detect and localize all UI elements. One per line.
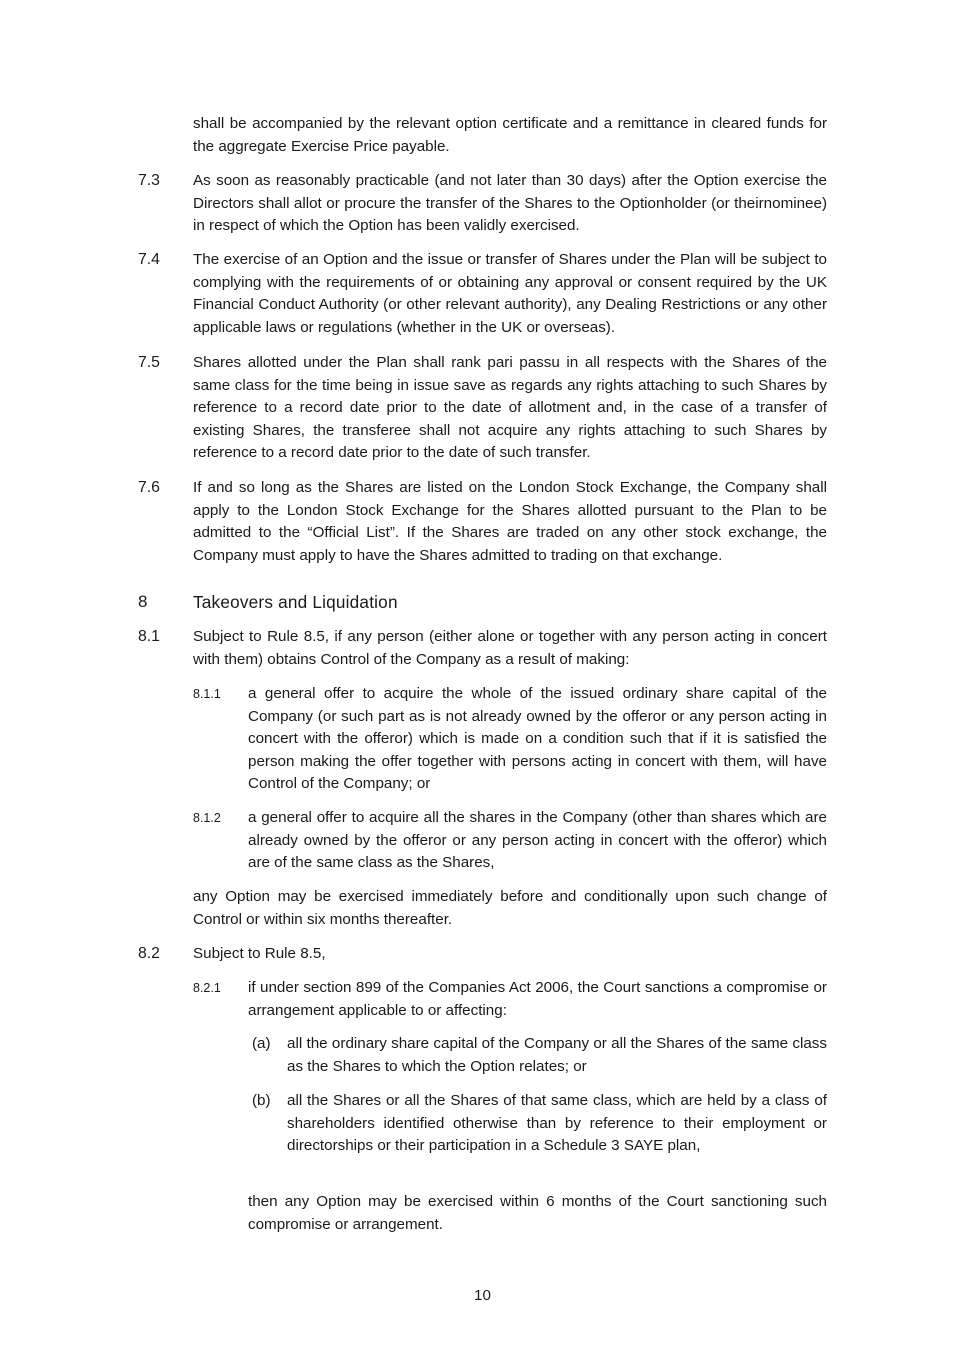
subclause-text-8-2-1: if under section 899 of the Companies Act 2006, the Court sanctions a compromise or arrangement applicable to or affecting: — [248, 979, 827, 1019]
clause-number-7-5: 7.5 — [138, 354, 160, 371]
clause-text-7-4: The exercise of an Option and the issue or transfer of Shares under the Plan will be subject to complying with the requirements of or obtaining any approval or consent required by the UK Financial Conduct Authority (or other relevant authority), any Dealing Restrictions or any other applicable laws or regulations (whether in the UK or overseas). — [193, 251, 827, 336]
item-letter-a: (a) — [252, 1035, 271, 1052]
item-letter-b: (b) — [252, 1092, 271, 1109]
item-text-a: all the ordinary share capital of the Company or all the Shares of the same class as the Shares to which the Option relates; or — [287, 1035, 827, 1075]
clause-text-8-2: Subject to Rule 8.5, — [193, 945, 326, 962]
clause-number-7-6: 7.6 — [138, 479, 160, 496]
clause-text-7-3: As soon as reasonably practicable (and not later than 30 days) after the Option exercise the Directors shall allot or procure the transfer of the Shares to the Optionholder (or theirnominee) in respect of which the Option has been validly exercised. — [193, 172, 827, 235]
subclause-number-8-1-2: 8.1.2 — [193, 811, 221, 825]
page-number: 10 — [474, 1287, 491, 1304]
clause-number-7-4: 7.4 — [138, 251, 160, 268]
section-heading: Takeovers and Liquidation — [193, 592, 398, 612]
clause-number-8-2: 8.2 — [138, 945, 160, 962]
subclause-text-8-1-2: a general offer to acquire all the shares in the Company (other than shares which are already owned by the offeror or any person acting in concert with the offeror) which are of the same class as the Shares, — [248, 809, 827, 872]
subclause-8-2-1-closing: then any Option may be exercised within 6 months of the Court sanctioning such compromise or arrangement. — [248, 1193, 827, 1233]
section-number-8: 8 — [138, 592, 148, 611]
clause-text-7-6: If and so long as the Shares are listed on the London Stock Exchange, the Company shall apply to the London Stock Exchange for the Shares allotted pursuant to the Plan to be admitted to the “Official List”. If the Shares are traded on any other stock exchange, the Company must apply to have the Shares admitted to trading on that exchange. — [193, 479, 827, 564]
clause-8-1-closing: any Option may be exercised immediately before and conditionally upon such change of Control or within six months thereafter. — [193, 888, 827, 928]
clause-number-7-3: 7.3 — [138, 172, 160, 189]
clause-text-7-5: Shares allotted under the Plan shall rank pari passu in all respects with the Shares of the same class for the time being in issue save as regards any rights attaching to such Shares by reference to a record date prior to the date of allotment and, in the case of a transfer of existing Shares, the transferee shall not acquire any rights attaching to such Shares by reference to a record date prior to the date of such transfer. — [193, 354, 827, 462]
subclause-number-8-2-1: 8.2.1 — [193, 981, 221, 995]
subclause-number-8-1-1: 8.1.1 — [193, 687, 221, 701]
clause-text-8-1: Subject to Rule 8.5, if any person (either alone or together with any person acting in concert with them) obtains Control of the Company as a result of making: — [193, 628, 827, 668]
clause-number-8-1: 8.1 — [138, 628, 160, 645]
carryover-paragraph: shall be accompanied by the relevant option certificate and a remittance in cleared funds for the aggregate Exercise Price payable. — [193, 115, 827, 155]
subclause-text-8-1-1: a general offer to acquire the whole of the issued ordinary share capital of the Company (or such part as is not already owned by the offeror or any person acting in concert with the offeror) which is made on a condition such that if it is satisfied the person making the offer together with persons acting in concert with them, will have Control of the Company; or — [248, 685, 827, 793]
item-text-b: all the Shares or all the Shares of that same class, which are held by a class of shareholders identified otherwise than by reference to their employment or directorships or their participation in a Schedule 3 SAYE plan, — [287, 1092, 827, 1155]
